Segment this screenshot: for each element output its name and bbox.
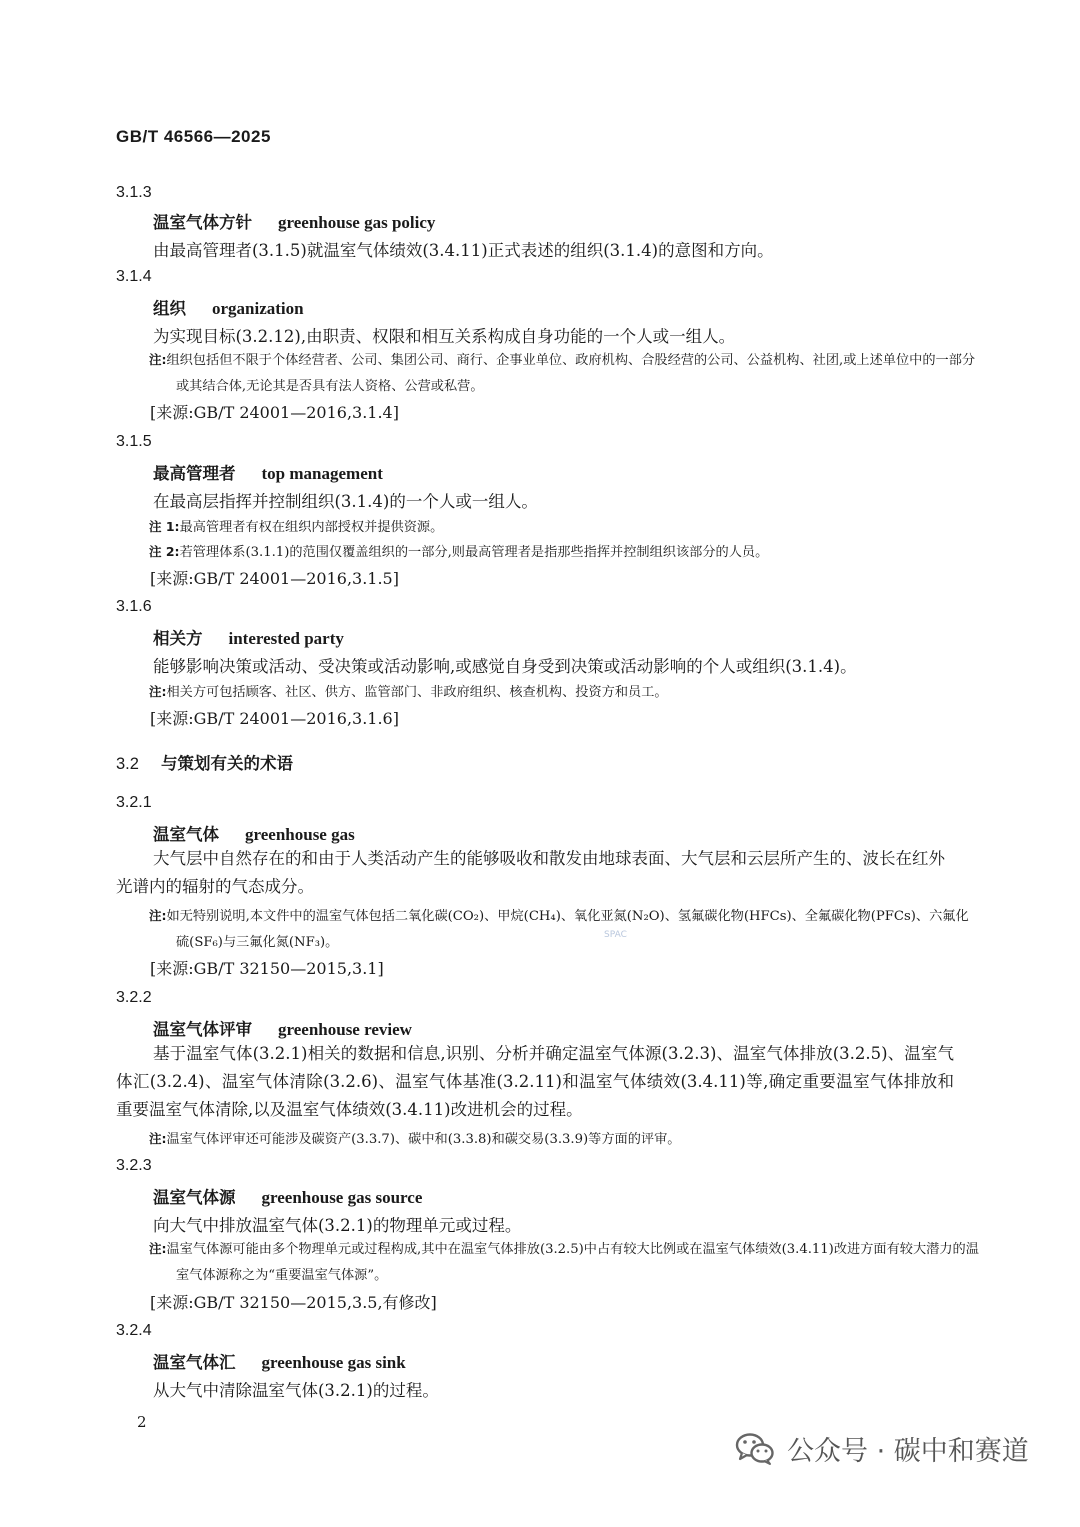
clause-number: 3.1.6 xyxy=(116,598,152,615)
term-heading xyxy=(153,209,435,233)
definition: 由最高管理者(3.1.5)就温室气体绩效(3.4.11)正式表述的组织(3.1.4)的意图和方向。 xyxy=(153,241,774,260)
term-cn: 组织 xyxy=(153,299,186,318)
definition: 能够影响决策或活动、受决策或活动影响,或感觉自身受到决策或活动影响的个人或组织(3.1.4)。 xyxy=(153,657,857,676)
note xyxy=(149,681,668,700)
note-text: 组织包括但不限于个体经营者、公司、集团公司、商行、企事业单位、政府机构、合股经营的公司、公益机构、社团,或上述单位中的一部分或其结合体,无论其是否具有法人资格、公营或私营。 xyxy=(166,353,976,394)
definition: 基于温室气体(3.2.1)相关的数据和信息,识别、分析并确定温室气体源(3.2.3)、温室气体排放(3.2.5)、温室气体汇(3.2.4)、温室气体清除(3.2.6)、温室气体基准(3.2.11)和温室气体绩效(3.4.11)等,确定重要温室气体排放和重要温室气体清除,以及温室气体绩效(3.4.11)改进机会的过程。 xyxy=(116,1044,954,1119)
source-reference: [来源:GB/T 32150—2015,3.5,有修改] xyxy=(150,1293,437,1312)
term-en: greenhouse gas sink xyxy=(261,1353,406,1372)
term-en: organization xyxy=(212,299,304,318)
note-label: 注: xyxy=(149,352,167,367)
clause-number: 3.2.4 xyxy=(116,1322,152,1339)
source-reference: [来源:GB/T 24001—2016,3.1.5] xyxy=(150,569,399,588)
clause-number: 3.2.1 xyxy=(116,794,152,811)
term-en: greenhouse review xyxy=(278,1020,412,1039)
clause-number: 3.1.4 xyxy=(116,268,152,285)
note-2 xyxy=(149,541,768,560)
section-number: 3.2 xyxy=(116,755,139,773)
note-label: 注: xyxy=(149,1131,167,1146)
definition: 从大气中清除温室气体(3.2.1)的过程。 xyxy=(153,1381,439,1400)
term-heading xyxy=(153,460,383,484)
term-heading xyxy=(153,625,344,649)
note-text: 相关方可包括顾客、社区、供方、监管部门、非政府组织、核查机构、投资方和员工。 xyxy=(166,685,668,700)
term-cn: 相关方 xyxy=(153,629,203,648)
clause-number: 3.1.3 xyxy=(116,184,152,201)
term-heading xyxy=(153,295,304,319)
note xyxy=(149,347,981,400)
watermark xyxy=(735,1429,1029,1468)
term-heading xyxy=(153,1349,406,1373)
term-cn: 温室气体汇 xyxy=(153,1353,236,1372)
term-en: greenhouse gas policy xyxy=(278,213,436,232)
clause-number: 3.2.2 xyxy=(116,989,152,1006)
term-cn: 温室气体 xyxy=(153,825,219,844)
note-label: 注: xyxy=(149,1241,167,1256)
definition: 为实现目标(3.2.12),由职责、权限和相互关系构成自身功能的一个人或一组人。 xyxy=(153,327,736,346)
stamp-mark: SPAC xyxy=(604,930,627,940)
source-reference: [来源:GB/T 24001—2016,3.1.6] xyxy=(150,709,399,728)
term-cn: 温室气体方针 xyxy=(153,213,252,232)
source-reference: [来源:GB/T 24001—2016,3.1.4] xyxy=(150,403,399,422)
source-reference: [来源:GB/T 32150—2015,3.1] xyxy=(150,959,384,978)
term-en: interested party xyxy=(228,629,344,648)
term-heading xyxy=(153,1184,422,1208)
section-heading xyxy=(116,750,293,774)
note-label: 注: xyxy=(149,684,167,699)
note xyxy=(149,1128,680,1147)
definition: 在最高层指挥并控制组织(3.1.4)的一个人或一组人。 xyxy=(153,492,538,511)
wechat-icon xyxy=(735,1432,775,1466)
definition: 向大气中排放温室气体(3.2.1)的物理单元或过程。 xyxy=(153,1216,522,1235)
term-cn: 温室气体源 xyxy=(153,1188,236,1207)
definition: 大气层中自然存在的和由于人类活动产生的能够吸收和散发由地球表面、大气层和云层所产生的、波长在红外光谱内的辐射的气态成分。 xyxy=(116,849,945,896)
term-cn: 温室气体评审 xyxy=(153,1020,252,1039)
note-1 xyxy=(149,516,443,535)
watermark-text: 公众号 · 碳中和赛道 xyxy=(787,1436,1029,1467)
term-en: top management xyxy=(261,464,383,483)
term-heading xyxy=(153,1016,412,1040)
note-label: 注 2: xyxy=(149,544,180,559)
standard-number: GB/T 46566—2025 xyxy=(116,127,271,146)
note-text: 若管理体系(3.1.1)的范围仅覆盖组织的一部分,则最高管理者是指那些指挥并控制组织该部分的人员。 xyxy=(179,545,769,560)
note-text: 温室气体评审还可能涉及碳资产(3.3.7)、碳中和(3.3.8)和碳交易(3.3.9)等方面的评审。 xyxy=(166,1132,681,1147)
term-en: greenhouse gas source xyxy=(261,1188,423,1207)
note xyxy=(149,903,981,956)
section-title: 与策划有关的术语 xyxy=(160,754,293,773)
clause-number: 3.2.3 xyxy=(116,1157,152,1174)
term-en: greenhouse gas xyxy=(245,825,355,844)
note-text: 最高管理者有权在组织内部授权并提供资源。 xyxy=(179,520,444,535)
note xyxy=(149,1236,981,1289)
term-cn: 最高管理者 xyxy=(153,464,236,483)
note-text: 温室气体源可能由多个物理单元或过程构成,其中在温室气体排放(3.2.5)中占有较大比例或在温室气体绩效(3.4.11)改进方面有较大潜力的温室气体源称之为“重要温室气体源”。 xyxy=(166,1242,979,1283)
clause-number: 3.1.5 xyxy=(116,433,152,450)
note-text: 如无特别说明,本文件中的温室气体包括二氧化碳(CO₂)、甲烷(CH₄)、氧化亚氮(N₂O)、氢氟碳化物(HFCs)、全氟碳化物(PFCs)、六氟化硫(SF₆)与三氟化氮(NF₃)。 xyxy=(166,909,969,950)
page-number: 2 xyxy=(137,1413,147,1431)
term-heading xyxy=(153,821,355,845)
note-label: 注: xyxy=(149,908,167,923)
note-label: 注 1: xyxy=(149,519,180,534)
